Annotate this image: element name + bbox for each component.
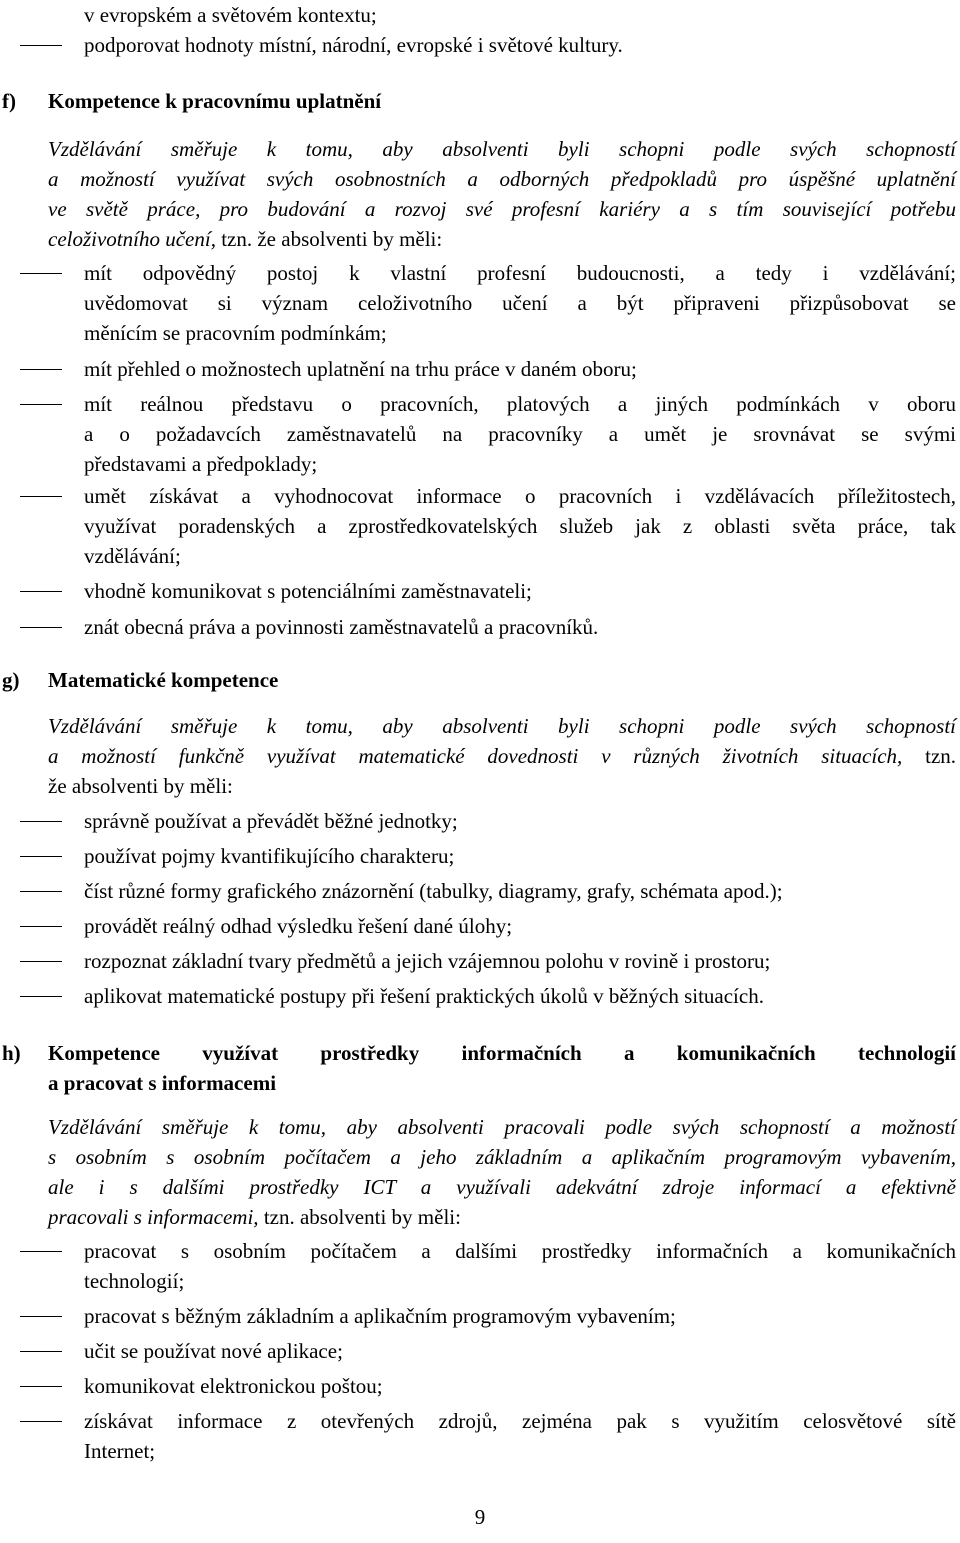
section-heading-continuation: a pracovat s informacemi [48,1071,277,1095]
list-dash [20,1316,62,1317]
list-item: mít odpovědný postoj k vlastní profesní budoucnosti, a tedy i vzdělávání; [84,261,956,285]
list-item: umět získávat a vyhodnocovat informace o pracovních i vzdělávacích příležitostech, [84,484,956,508]
list-item-continuation: technologií; [84,1269,185,1293]
page-number: 9 [474,1505,486,1529]
list-dash [20,1351,62,1352]
section-label: g) [2,668,20,692]
list-dash [20,591,62,592]
list-dash [20,821,62,822]
list-dash [20,926,62,927]
list-dash [20,496,62,497]
list-item-continuation: uvědomovat si význam celoživotního učení a být připraveni přizpůsobovat se [84,291,956,315]
list-dash [20,369,62,370]
list-dash [20,1251,62,1252]
list-item: mít reálnou představu o pracovních, platových a jiných podmínkách v oboru [84,392,956,416]
list-item-continuation: a o požadavcích zaměstnavatelů na pracovníky a umět je srovnávat se svými [84,422,956,446]
intro-line: Vzdělávání směřuje k tomu, aby absolventi byli schopni podle svých schopností [48,137,956,161]
intro-line: Vzdělávání směřuje k tomu, aby absolventi byli schopni podle svých schopností [48,714,956,738]
list-dash [20,996,62,997]
list-item: znát obecná práva a povinnosti zaměstnavatelů a pracovníků. [84,615,599,639]
list-item: podporovat hodnoty místní, národní, evropské i světové kultury. [84,33,623,57]
list-item-continuation: představami a předpoklady; [84,452,318,476]
intro-line: celoživotního učení, tzn. že absolventi by měli: [48,227,443,251]
list-item-continuation: měnícím se pracovním podmínkám; [84,321,387,345]
section-heading: Matematické kompetence [48,668,279,692]
list-item-continuation: využívat poradenských a zprostředkovatelských služeb jak z oblasti světa práce, tak [84,514,956,538]
list-dash [20,627,62,628]
list-item: rozpoznat základní tvary předmětů a jejich vzájemnou polohu v rovině i prostoru; [84,949,771,973]
list-item-continuation: vzdělávání; [84,544,181,568]
list-dash [20,45,62,46]
list-item: správně používat a převádět běžné jednotky; [84,809,458,833]
intro-line: ale i s dalšími prostředky ICT a využívali adekvátní zdroje informací a efektivně [48,1175,956,1199]
list-dash [20,273,62,274]
section-heading: Kompetence využívat prostředky informačních a komunikačních technologií [48,1041,956,1065]
list-dash [20,891,62,892]
list-item: pracovat s běžným základním a aplikačním programovým vybavením; [84,1304,676,1328]
intro-line: s osobním s osobním počítačem a jeho základním a aplikačním programovým vybavením, [48,1145,956,1169]
list-item: aplikovat matematické postupy při řešení praktických úkolů v běžných situacích. [84,984,764,1008]
section-label: h) [2,1041,21,1065]
section-label: f) [2,89,16,113]
section-heading: Kompetence k pracovnímu uplatnění [48,89,382,113]
intro-line: a možností funkčně využívat matematické dovednosti v různých životních situacích, tzn. [48,744,957,768]
list-item: komunikovat elektronickou poštou; [84,1374,383,1398]
list-dash [20,1421,62,1422]
intro-line: že absolventi by měli: [48,774,233,798]
intro-line: a možností využívat svých osobnostních a odborných předpokladů pro úspěšné uplatnění [48,167,956,191]
list-item: používat pojmy kvantifikujícího charakteru; [84,844,455,868]
intro-line: ve světě práce, pro budování a rozvoj své profesní kariéry a s tím související potřebu [48,197,956,221]
continuation-text: v evropském a světovém kontextu; [84,3,377,27]
list-item: učit se používat nové aplikace; [84,1339,343,1363]
list-dash [20,404,62,405]
list-item: pracovat s osobním počítačem a dalšími prostředky informačních a komunikačních [84,1239,956,1263]
list-item: vhodně komunikovat s potenciálními zaměstnavateli; [84,579,532,603]
list-item: mít přehled o možnostech uplatnění na trhu práce v daném oboru; [84,357,637,381]
list-item: číst různé formy grafického znázornění (tabulky, diagramy, grafy, schémata apod.); [84,879,783,903]
list-dash [20,856,62,857]
list-dash [20,961,62,962]
list-item-continuation: Internet; [84,1439,156,1463]
list-item: provádět reálný odhad výsledku řešení dané úlohy; [84,914,513,938]
intro-line: Vzdělávání směřuje k tomu, aby absolventi pracovali podle svých schopností a možností [48,1115,956,1139]
intro-line: pracovali s informacemi, tzn. absolventi by měli: [48,1205,461,1229]
list-dash [20,1386,62,1387]
list-item: získávat informace z otevřených zdrojů, zejména pak s využitím celosvětové sítě [84,1409,956,1433]
